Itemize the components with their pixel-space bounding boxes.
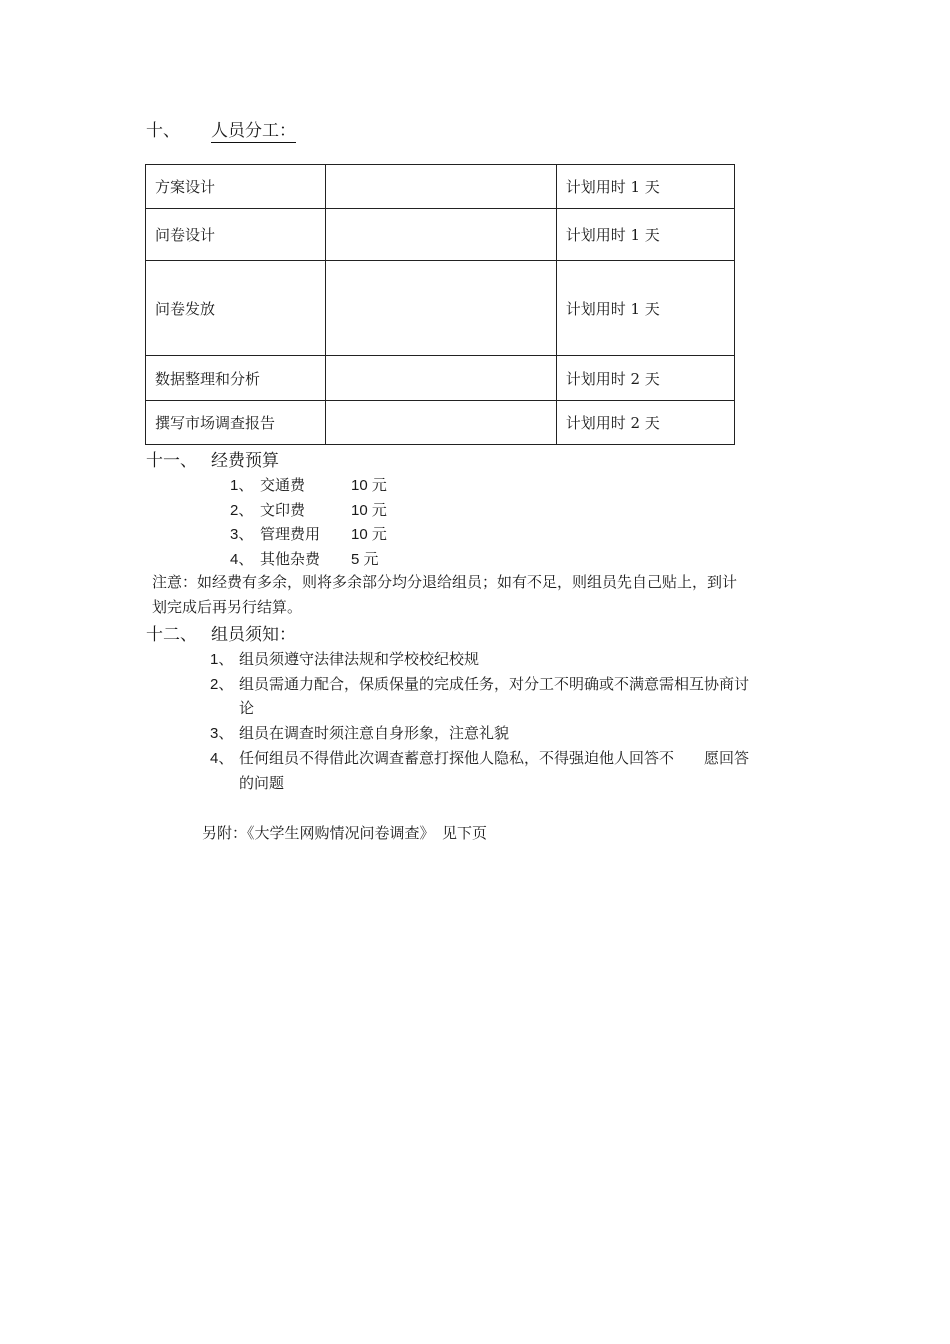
section-12-number: 十二、 (146, 625, 197, 645)
budget-amount: 10 元 (351, 502, 387, 519)
task-cell: 数据整理和分析 (146, 356, 326, 401)
table-row (146, 165, 735, 209)
budget-note-line-1: 注意：如经费有多余，则将多余部分均分退给组员；如有不足，则组员先自己贴上，到计 (152, 573, 738, 591)
rule-index: 1、 (210, 651, 234, 668)
rule-text: 任何组员不得借此次调查蓄意打探他人隐私，不得强迫他人回答不 愿回答 (239, 749, 750, 767)
budget-amount: 5 元 (351, 551, 379, 568)
division-table (145, 164, 735, 445)
task-cell: 方案设计 (146, 165, 326, 209)
budget-index: 1、 (230, 477, 254, 494)
section-11-title: 经费预算 (211, 451, 279, 471)
budget-name: 管理费用 (260, 525, 321, 543)
rule-text: 组员须遵守法律法规和学校校纪校规 (239, 650, 480, 668)
plan-cell: 计划用时 2 天 (556, 356, 734, 401)
table-row (146, 356, 735, 401)
member-cell (326, 165, 556, 209)
budget-note-line-2: 划完成后再另行结算。 (152, 598, 303, 616)
plan-cell: 计划用时 1 天 (556, 261, 734, 356)
rule-index: 2、 (210, 676, 234, 693)
task-cell: 撰写市场调查报告 (146, 401, 326, 445)
section-10-title: 人员分工： (211, 116, 296, 143)
rule-text-continued: 的问题 (239, 774, 285, 792)
section-12-title: 组员须知： (211, 625, 296, 645)
budget-amount: 10 元 (351, 526, 387, 543)
member-cell (326, 401, 556, 445)
budget-index: 4、 (230, 551, 254, 568)
budget-index: 3、 (230, 526, 254, 543)
appendix-note: 另附：《大学生网购情况问卷调查》 见下页 (202, 824, 488, 842)
plan-cell: 计划用时 1 天 (556, 165, 734, 209)
budget-amount: 10 元 (351, 477, 387, 494)
rule-index: 3、 (210, 725, 234, 742)
table-row (146, 261, 735, 356)
table-row (146, 401, 735, 445)
member-cell (326, 261, 556, 356)
member-cell (326, 209, 556, 261)
budget-name: 其他杂费 (260, 550, 321, 568)
rule-text-continued: 论 (239, 699, 255, 717)
task-cell: 问卷发放 (146, 261, 326, 356)
plan-cell: 计划用时 1 天 (556, 209, 734, 261)
section-11-number: 十一、 (146, 451, 197, 471)
budget-name: 文印费 (260, 501, 306, 519)
task-cell: 问卷设计 (146, 209, 326, 261)
section-10-number: 十、 (146, 121, 180, 141)
rule-text: 组员需通力配合，保质保量的完成任务，对分工不明确或不满意需相互协商讨 (239, 675, 750, 693)
budget-name: 交通费 (260, 476, 306, 494)
plan-cell: 计划用时 2 天 (556, 401, 734, 445)
rule-index: 4、 (210, 750, 234, 767)
member-cell (326, 356, 556, 401)
table-row (146, 209, 735, 261)
rule-text: 组员在调查时须注意自身形象，注意礼貌 (239, 724, 510, 742)
budget-index: 2、 (230, 502, 254, 519)
